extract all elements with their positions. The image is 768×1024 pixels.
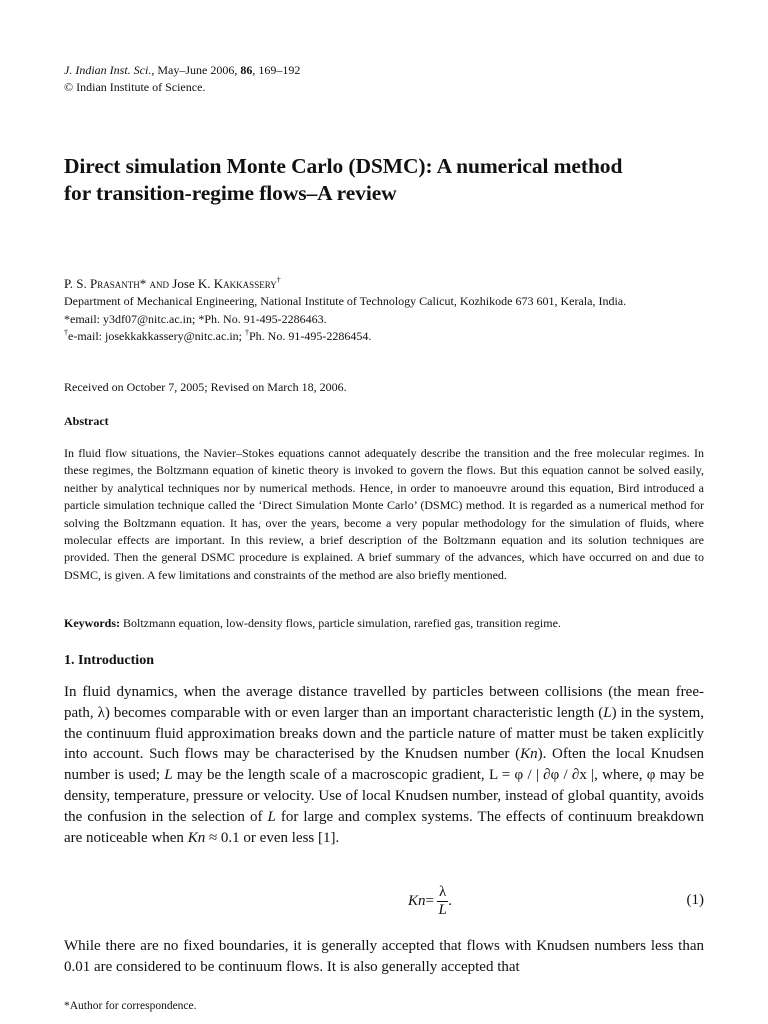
paper-title: Direct simulation Monte Carlo (DSMC): A numerical method for transition-regime flows–A review — [64, 154, 623, 205]
citation-line: J. Indian Inst. Sci., May–June 2006, 86, 169–192 — [64, 63, 301, 77]
journal-name: J. Indian Inst. Sci. — [64, 63, 152, 77]
footnote: *Author for correspondence. — [64, 1000, 197, 1012]
author-list: P. S. Prasanth* and Jose K. Kakkassery† — [64, 275, 281, 291]
section-heading: 1. Introduction — [64, 653, 154, 668]
affiliation: Department of Mechanical Engineering, National Institute of Technology Calicut, Kozhikode 673 601, Kerala, India. — [64, 294, 627, 308]
abstract-text: In fluid flow situations, the Navier–Stokes equations cannot adequately describe the transition and the free molecular regimes. In these regimes, the Boltzmann equation of kinetic theory is invoked to govern the flows. But this equation cannot be solved easily, neither by analytical techniques nor by numerical methods. Hence, in order to manoeuvre around this equation, Bird introduced a particle simulation technique called the ‘Direct Simulation Monte Carlo’ (DSMC) method. It is regarded as a numerical method for solving the Boltzmann equation. It has, over the years, become a very popular methodology for the simulation of fluids, where molecular effects are important. In this review, a brief description of the Boltzmann equation and its solution techniques are provided. Then the general DSMC procedure is explained. A brief summary of the advances, which have occurred on and due to DSMC, is given. A few limitations and constraints of the method are also briefly mentioned. — [64, 446, 704, 582]
keywords-label: Keywords: — [64, 616, 120, 630]
contact-author2: †e-mail: josekkakkassery@nitc.ac.in; †Ph. No. 91-495-2286454. — [64, 328, 372, 343]
fraction — [437, 884, 448, 919]
contact-author1: *email: y3df07@nitc.ac.in; *Ph. No. 91-495-2286463. — [64, 311, 327, 326]
journal-citation — [64, 62, 704, 96]
equation-number: (1) — [686, 892, 704, 908]
copyright-line: © Indian Institute of Science. — [64, 80, 206, 94]
affiliation-block — [64, 293, 704, 346]
volume-number: 86 — [240, 63, 253, 77]
received-dates: Received on October 7, 2005; Revised on March 18, 2006. — [64, 380, 347, 394]
fraction-denominator: L — [438, 902, 447, 918]
author-surname: Prasanth — [90, 276, 140, 291]
gradient-formula: L = φ / | ∂φ / ∂x | — [488, 767, 595, 784]
abstract-heading: Abstract — [64, 414, 109, 428]
fraction-numerator: λ — [438, 884, 447, 900]
equation-formula: Kn = $\frac{\lambda}{L}$ . — [408, 884, 453, 918]
intro-paragraph: In fluid dynamics, when the average distance travelled by particles between collisions (the mean free-path, λ) becomes comparable with or even larger than an important characteristic length (L) in the system, the continuum fluid approximation breaks down and the particle nature of matter must be taken explicitly into account. Such flows may be characterised by the Knudsen number (Kn). Often the local Knudsen number is used; L may be the length scale of a macroscopic gradient, L = φ / | ∂φ / ∂x |, where, φ may be density, temperature, pressure or velocity. Use of local Knudsen number, instead of global quantity, avoids the confusion in the selection of L for large and complex systems. The effects of continuum breakdown are noticeable when Kn ≈ 0.1 or even less [1]. — [64, 684, 705, 846]
equation-1 — [64, 876, 704, 922]
keywords: Keywords: Boltzmann equation, low-density flows, particle simulation, rarefied gas, transition regime. — [64, 616, 561, 630]
intro-paragraph-2: While there are no fixed boundaries, it is generally accepted that flows with Knudsen numbers less than 0.01 are considered to be continuum flows. It is also generally accepted that — [64, 938, 704, 975]
author-surname: Kakkassery — [213, 276, 277, 291]
